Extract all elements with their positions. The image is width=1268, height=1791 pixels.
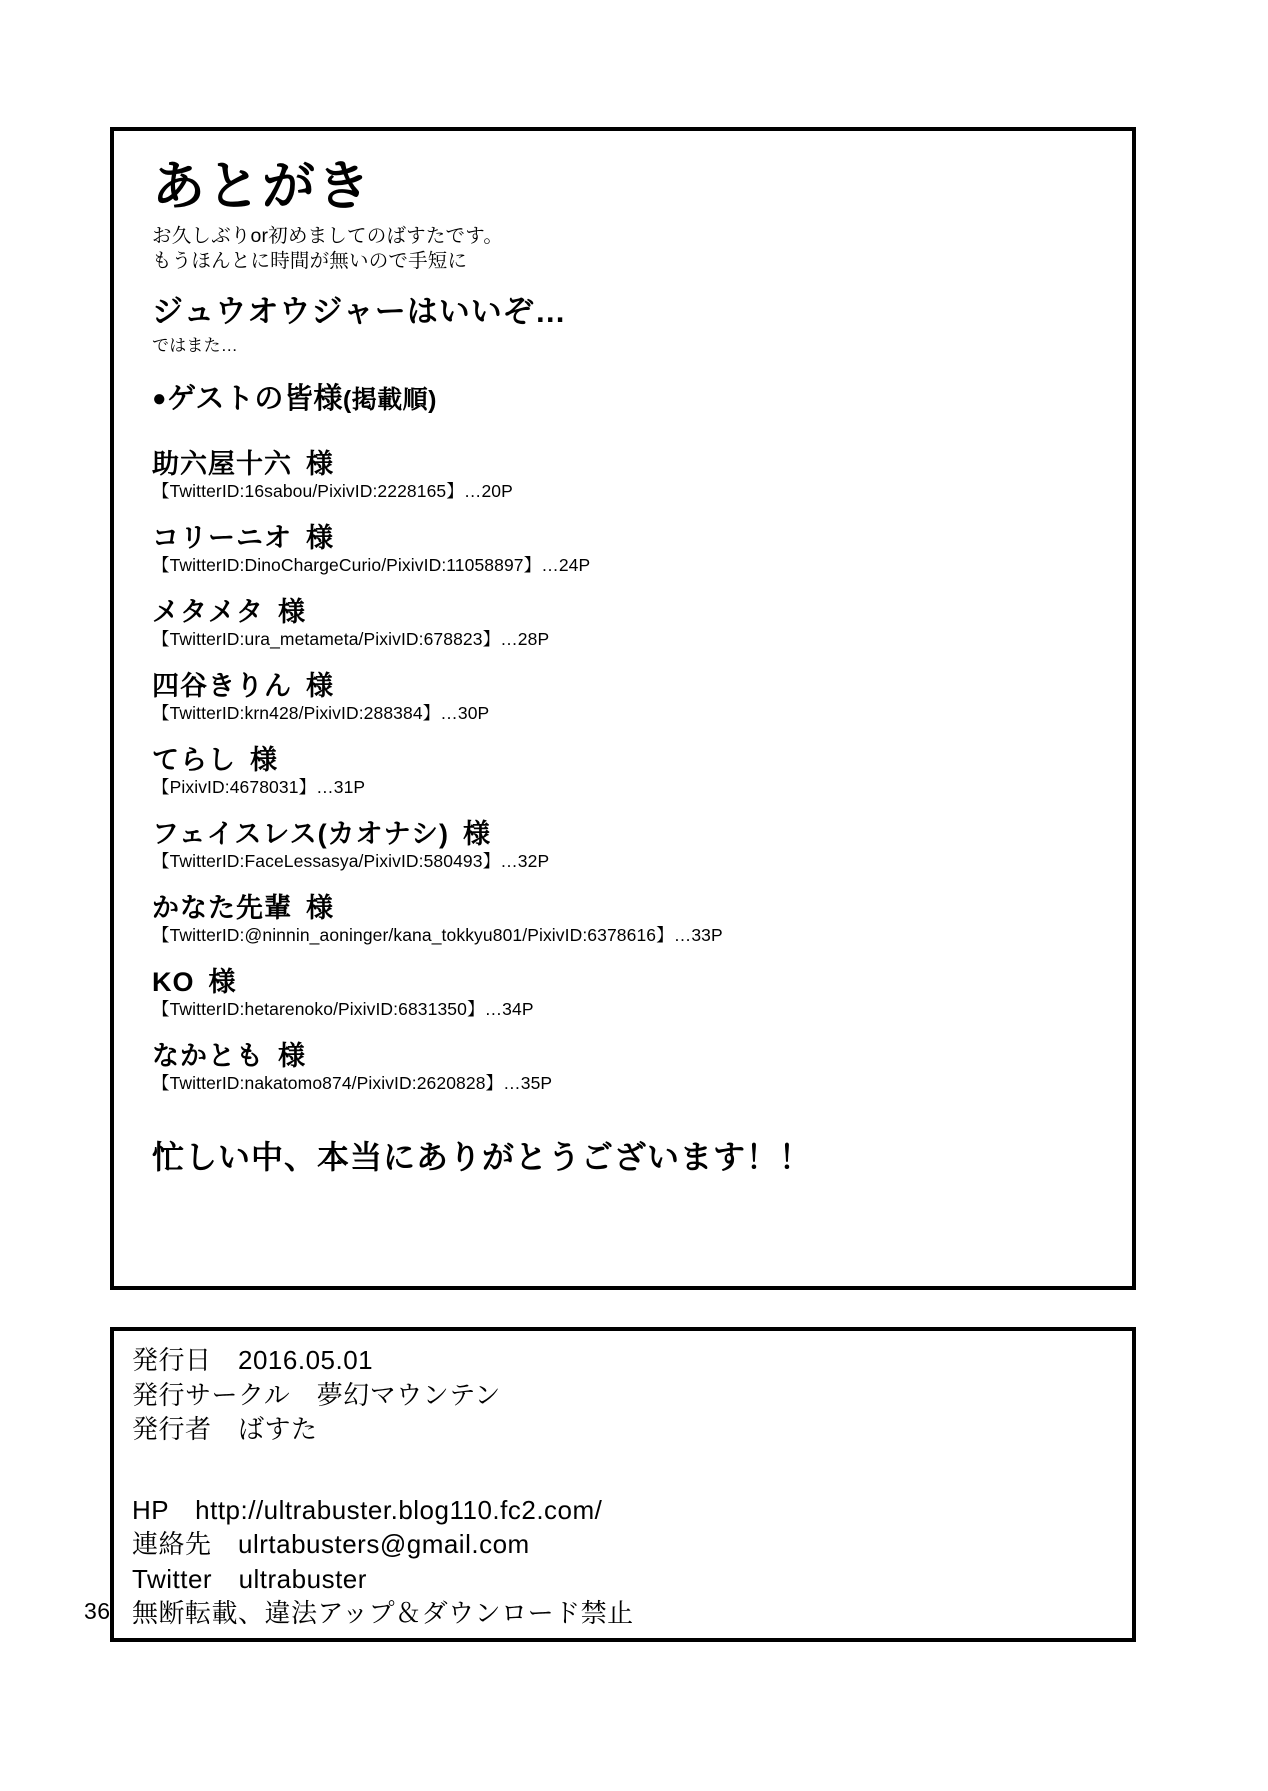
guest-honorific: 様 — [278, 1040, 306, 1071]
guest-honorific: 様 — [306, 448, 334, 479]
guest-honorific: 様 — [306, 892, 334, 923]
list-item — [152, 967, 1106, 1020]
list-item — [152, 597, 1106, 650]
afterword-content — [152, 157, 1106, 1176]
guest-name — [152, 819, 1106, 850]
page-number: 36 — [84, 1598, 111, 1624]
guest-name — [152, 745, 1106, 776]
guest-meta: 【TwitterID:ura_metameta/PixivID:678823】…28P — [152, 628, 550, 649]
guest-name-text: かなた先輩 — [152, 892, 292, 923]
colophon-panel — [110, 1327, 1136, 1642]
intro-line-1: お久しぶりor初めましてのばすたです。 — [152, 224, 504, 247]
publish-date: 発行日 2016.05.01 — [132, 1345, 374, 1375]
guest-meta: 【TwitterID:FaceLessasya/PixivID:580493】…32P — [152, 850, 550, 871]
guest-meta: 【PixivID:4678031】…31P — [152, 776, 366, 797]
list-item — [152, 1041, 1106, 1094]
afterword-panel — [110, 127, 1136, 1290]
afterword-title: あとがき — [152, 157, 372, 216]
copyright-notice: 無断転載、違法アップ＆ダウンロード禁止 — [132, 1598, 634, 1629]
guest-honorific: 様 — [278, 596, 306, 627]
intro-line-2: もうほんとに時間が無いので手短に — [152, 250, 468, 273]
bullet-icon: ● — [152, 384, 167, 412]
guest-name — [152, 1041, 1106, 1072]
colophon-content — [132, 1343, 1118, 1631]
guest-meta: 【TwitterID:hetarenoko/PixivID:6831350】…34P — [152, 998, 534, 1019]
guest-name-text: コリーニオ — [152, 522, 292, 553]
list-item — [152, 745, 1106, 798]
guest-honorific: 様 — [306, 670, 334, 701]
spacer — [132, 1447, 1118, 1493]
guest-list — [152, 449, 1106, 1094]
guest-honorific: 様 — [463, 818, 492, 849]
guest-name — [152, 597, 1106, 628]
afterword-subline: ではまた… — [152, 335, 238, 355]
list-item — [152, 523, 1106, 576]
guest-name-text: てらし — [152, 744, 236, 775]
contact-email[interactable]: 連絡先 ulrtabusters@gmail.com — [132, 1529, 530, 1560]
circle-name: 発行サークル 夢幻マウンテン — [132, 1379, 501, 1410]
guest-section-heading-paren: (掲載順) — [342, 385, 437, 414]
publisher-name: 発行者 ばすた — [132, 1414, 318, 1445]
afterword-intro — [152, 224, 1106, 275]
guest-name — [152, 671, 1106, 702]
thanks-message: 忙しい中、本当にありがとうございます！！ — [152, 1139, 813, 1176]
guest-name — [152, 449, 1106, 480]
guest-meta: 【TwitterID:@ninnin_aoninger/kana_tokkyu801/PixivID:6378616】…33P — [152, 924, 723, 945]
homepage-url[interactable]: HP http://ultrabuster.blog110.fc2.com/ — [132, 1494, 603, 1525]
guest-name — [152, 893, 1106, 924]
guest-name-text: フェイスレス(カオナシ) — [152, 818, 450, 849]
guest-honorific: 様 — [208, 966, 237, 997]
guest-section-heading — [152, 382, 1106, 417]
guest-honorific: 様 — [306, 522, 334, 553]
list-item — [152, 819, 1106, 872]
guest-meta: 【TwitterID:16sabou/PixivID:2228165】…20P — [152, 480, 513, 501]
guest-meta: 【TwitterID:krn428/PixivID:288384】…30P — [152, 702, 490, 723]
list-item — [152, 671, 1106, 724]
guest-meta: 【TwitterID:DinoChargeCurio/PixivID:11058897】…24P — [152, 554, 591, 575]
twitter-handle[interactable]: Twitter ultrabuster — [132, 1563, 367, 1594]
list-item — [152, 893, 1106, 946]
guest-name-text: 四谷きりん — [152, 670, 292, 701]
guest-name-text: なかとも — [152, 1040, 264, 1071]
guest-name-text: KO — [152, 966, 195, 997]
list-item — [152, 449, 1106, 502]
guest-name-text: 助六屋十六 — [152, 448, 292, 479]
guest-name — [152, 523, 1106, 554]
guest-name-text: メタメタ — [152, 596, 264, 627]
guest-section-heading-text: ゲストの皆様 — [167, 382, 343, 415]
guest-honorific: 様 — [250, 744, 278, 775]
guest-name — [152, 967, 1106, 998]
guest-meta: 【TwitterID:nakatomo874/PixivID:2620828】…35P — [152, 1073, 553, 1094]
afterword-headline: ジュウオウジャーはいいぞ… — [152, 293, 567, 329]
